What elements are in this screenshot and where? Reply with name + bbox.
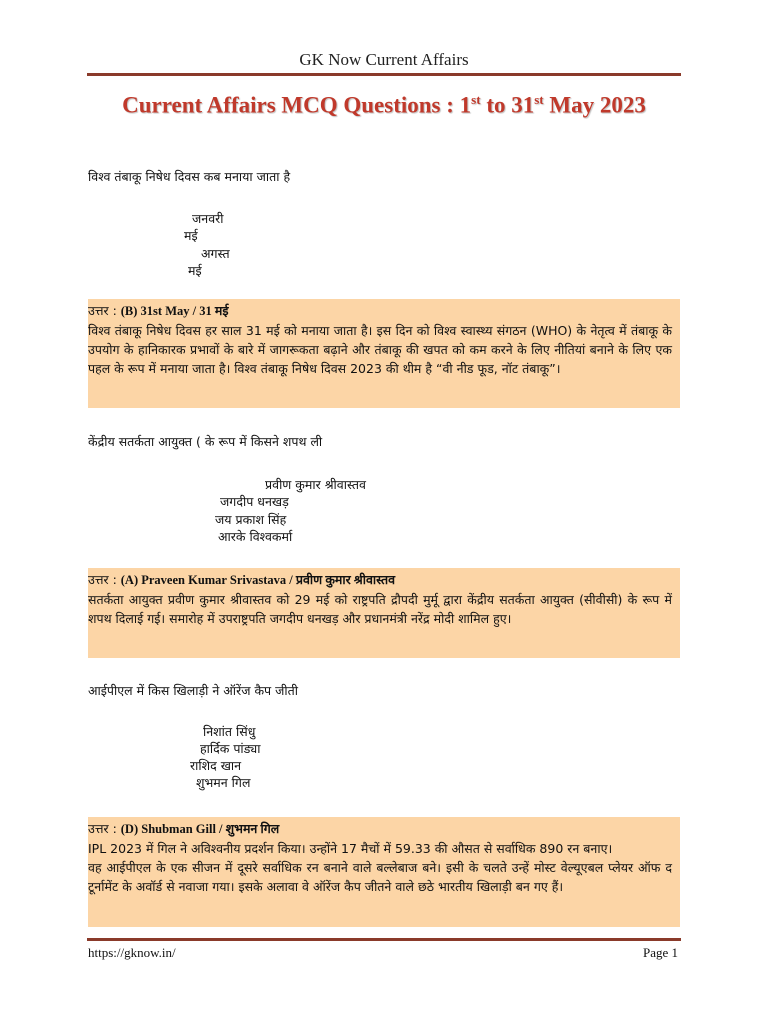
title-prefix: Current Affairs MCQ Questions : 1 bbox=[122, 92, 472, 118]
q3-option-a: निशांत सिंधु bbox=[203, 724, 256, 739]
q1-option-c: अगस्त bbox=[201, 246, 230, 261]
q2-answer-head bbox=[88, 570, 672, 590]
title-suffix: May 2023 bbox=[543, 92, 646, 118]
title-sup-1: st bbox=[471, 92, 481, 107]
q2-option-d: आरके विश्वकर्मा bbox=[218, 529, 293, 544]
q2-explanation: सतर्कता आयुक्त प्रवीण कुमार श्रीवास्तव को 29 मई को राष्ट्रपति द्रौपदी मुर्मू द्वारा केंद्रीय सतर्कता आयुक्त (सीवीसी) के रूप में शपथ दिलाई गई। समारोह में उपराष्ट्रपति जगदीप धनखड़ और प्रधानमंत्री नरेंद्र मोदी शामिल हुए। bbox=[88, 592, 672, 626]
q3-option-b: हार्दिक पांड्या bbox=[200, 741, 261, 756]
title-middle: to 31 bbox=[480, 92, 535, 118]
answer-box-3 bbox=[88, 817, 680, 927]
answer-box-2 bbox=[88, 568, 680, 658]
title-sup-2: st bbox=[534, 92, 544, 107]
answer-box-1 bbox=[88, 299, 680, 408]
question-3: आईपीएल में किस खिलाड़ी ने ऑरेंज कैप जीती bbox=[88, 683, 299, 698]
q3-option-c: राशिद खान bbox=[190, 758, 242, 773]
q2-option-c: जय प्रकाश सिंह bbox=[215, 512, 287, 527]
q1-answer-key: (B) 31st May / 31 मई bbox=[120, 304, 229, 318]
q3-option-d: शुभमन गिल bbox=[196, 775, 251, 790]
page-title bbox=[0, 92, 768, 119]
q1-answer-label: उत्तर : bbox=[88, 303, 121, 318]
q2-answer-key: (A) Praveen Kumar Srivastava / प्रवीण कुमार श्रीवास्तव bbox=[120, 573, 396, 587]
q1-option-a: जनवरी bbox=[192, 211, 224, 226]
q3-explanation-2: वह आईपीएल के एक सीजन में दूसरे सर्वाधिक रन बनाने वाले बल्लेबाज बने। इसी के चलते उन्हें मोस्ट वेल्यूएबल प्लेयर ऑफ द टूर्नामेंट के अवॉर्ड से नवाजा गया। इसके अलावा वे ऑरेंज कैप जीतने वाले छठे भारतीय खिलाड़ी बन गए हैं। bbox=[88, 860, 672, 894]
q1-option-b: मई bbox=[184, 228, 198, 243]
q1-answer-head bbox=[88, 301, 672, 321]
question-2: केंद्रीय सतर्कता आयुक्त ( के रूप में किसने शपथ ली bbox=[88, 434, 323, 449]
q3-explanation-1: IPL 2023 में गिल ने अविश्वनीय प्रदर्शन किया। उन्होंने 17 मैचों में 59.33 की औसत से सर्वाधिक 890 रन बनाए। bbox=[88, 841, 613, 856]
q3-answer-label: उत्तर : bbox=[88, 821, 121, 836]
footer-divider bbox=[87, 938, 681, 941]
q2-answer-label: उत्तर : bbox=[88, 572, 121, 587]
header-site-title: GK Now Current Affairs bbox=[299, 50, 469, 69]
question-1: विश्व तंबाकू निषेध दिवस कब मनाया जाता है bbox=[88, 169, 291, 184]
q3-answer-key: (D) Shubman Gill / शुभमन गिल bbox=[120, 822, 280, 836]
header-divider bbox=[87, 73, 681, 76]
q3-answer-head bbox=[88, 819, 672, 839]
q2-option-b: जगदीप धनखड़ bbox=[220, 494, 289, 509]
footer-link[interactable]: https://gknow.in/ bbox=[88, 945, 176, 960]
q2-option-a: प्रवीण कुमार श्रीवास्तव bbox=[265, 477, 366, 492]
page-number: Page 1 bbox=[642, 945, 678, 960]
q1-option-d: मई bbox=[188, 263, 202, 278]
q1-explanation: विश्व तंबाकू निषेध दिवस हर साल 31 मई को मनाया जाता है। इस दिन को विश्व स्वास्थ्य संगठन (WHO) के नेतृत्व में तंबाकू के उपयोग के हानिकारक प्रभावों के बारे में जागरूकता बढ़ाने और तंबाकू की खपत को कम करने के लिए नीतियां बनाने के लिए एक पहल के रूप में मनाया जाता है। विश्व तंबाकू निषेध दिवस 2023 की थीम है “वी नीड फूड, नॉट तंबाकू”। bbox=[88, 323, 672, 376]
